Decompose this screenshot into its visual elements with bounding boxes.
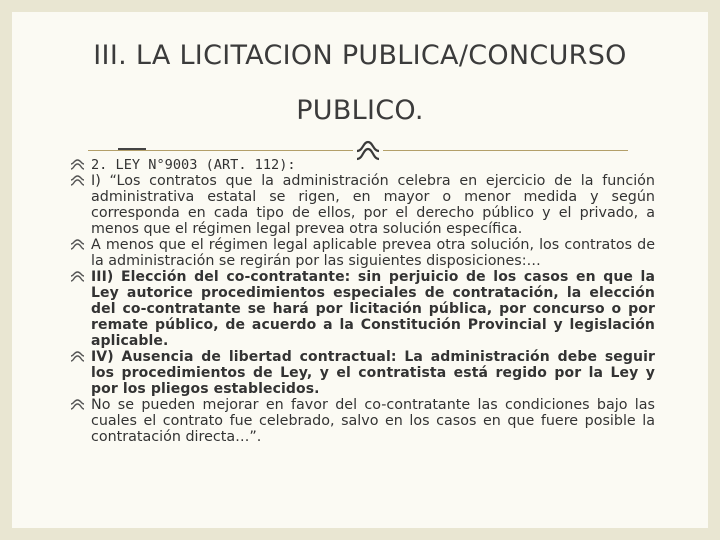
curly-bullet-icon [70,271,85,283]
curly-bullet-icon [70,175,85,187]
list-item [70,269,655,349]
list-item [70,349,655,397]
list-item [70,157,655,173]
curly-bullet-icon [70,399,85,411]
list-item-text: I) “Los contratos que la administración celebra en ejercicio de la función administrativa estatal se rigen, en mayor o menor medida y según corresponda en cada tipo de ellos, por el derecho público y el privado, a menos que el régimen legal prevea otra solución específica. [91,173,655,237]
list-item-text: No se pueden mejorar en favor del co-contratante las condiciones bajo las cuales el contrato fue celebrado, salvo en los casos en que fuere posible la contratación directa…”. [91,397,655,445]
list-item-text: 2. LEY N°9003 (ART. 112): [91,157,296,173]
list-item [70,397,655,445]
list-item-text: IV) Ausencia de libertad contractual: La administración debe seguir los procedimientos de Ley, y el contratista está regido por la Ley y por los pliegos establecidos. [91,349,655,397]
title-divider-right [383,150,628,151]
list-item-text: A menos que el régimen legal aplicable prevea otra solución, los contratos de la administración se regirán por las siguientes disposiciones:… [91,237,655,269]
bullet-list [70,157,655,445]
slide-title-line-1: III. LA LICITACION PUBLICA/CONCURSO [93,40,627,71]
list-item [70,173,655,237]
curly-bullet-icon [70,351,85,363]
curly-bullet-icon [70,239,85,251]
title-divider-left [88,150,353,151]
list-item-text: III) Elección del co-contratante: sin perjuicio de los casos en que la Ley autorice procedimientos especiales de contratación, la elección del co-contratante se hará por licitación pública, por concurso o por remate público, de acuerdo a la Constitución Provincial y legislación aplicable. [91,269,655,349]
title-divider-accent [118,148,146,150]
slide-title-line-2: PUBLICO. [296,95,424,126]
list-item [70,237,655,269]
curly-bullet-icon [70,159,85,171]
